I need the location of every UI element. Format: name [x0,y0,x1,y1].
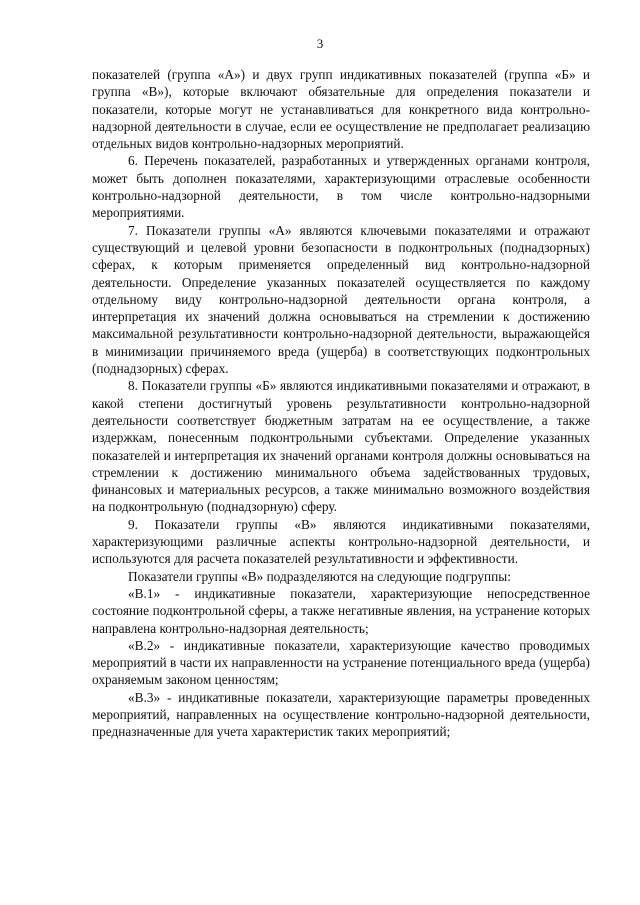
paragraph-item-6: 6. Перечень показателей, разработанных и утвержденных органами контроля, может быть дополнен показателями, характеризующими отраслевые особенности контрольно-надзорной деятельности, в том числе контрольно-надзорными мероприятиями. [92,153,590,221]
paragraph-subgroup-v2: «В.2» - индикативные показатели, характеризующие качество проводимых мероприятий в части их направленности на устранение потенциального вреда (ущерба) охраняемым законом ценностям; [92,637,590,688]
paragraph-subgroup-v3: «В.3» - индикативные показатели, характеризующие параметры проведенных мероприятий, направленных на осуществление контрольно-надзорной деятельности, предназначенные для учета характеристик таких мероприятий; [92,689,590,740]
paragraph-item-9: 9. Показатели группы «В» являются индикативными показателями, характеризующими различные аспекты контрольно-надзорной деятельности, и используются для расчета показателей результативности и эффективности. [92,516,590,567]
paragraph-continuation: показателей (группа «А») и двух групп индикативных показателей (группа «Б» и группа «В»), которые включают обязательные для определения показатели и показатели, которые могут не устанавливаться для конкретного вида контрольно-надзорной деятельности в случае, если ее осуществление не предполагает реализацию отдельных видов контрольно-надзорных мероприятий. [92,67,590,152]
paragraph-item-7: 7. Показатели группы «А» являются ключевыми показателями и отражают существующий и целевой уровни безопасности в подконтрольных (поднадзорных) сферах, к которым применяется определенный вид контрольно-надзорной деятельности. Определение указанных показателей осуществляется по каждому отдельному виду контрольно-надзорной деятельности органа контроля, а интерпретация их значений должна основываться на стремлении к достижению максимальной результативности контрольно-надзорной деятельности, выражающейся в минимизации причиняемого вреда (ущерба) в соответствующих подконтрольных (поднадзорных) сферах. [92,222,590,377]
document-body [92,66,590,741]
paragraph-subgroups-intro: Показатели группы «В» подразделяются на следующие подгруппы: [128,568,511,584]
page-number: 3 [316,36,324,51]
paragraph-item-8: 8. Показатели группы «Б» являются индикативными показателями и отражают, в какой степени достигнутый уровень результативности контрольно-надзорной деятельности соответствует бюджетным затратам на ее осуществление, а также издержкам, понесенным подконтрольными субъектами. Определение указанных показателей и интерпретация их значений органами контроля должны основываться на стремлении к достижению минимального объема задействованных трудовых, финансовых и материальных ресурсов, а также минимально возможного воздействия на подконтрольную (поднадзорную) сферу. [92,378,590,515]
paragraph-subgroup-v1: «В.1» - индикативные показатели, характеризующие непосредственное состояние подконтрольной сферы, а также негативные явления, на устранение которых направлена контрольно-надзорная деятельность; [92,585,590,636]
